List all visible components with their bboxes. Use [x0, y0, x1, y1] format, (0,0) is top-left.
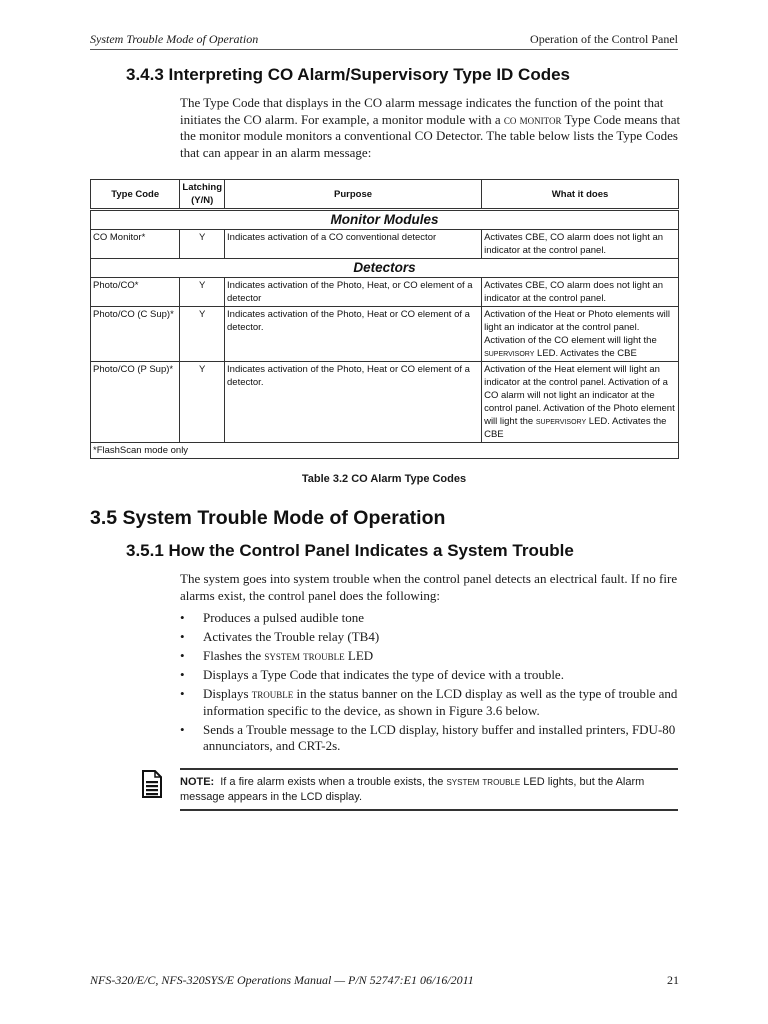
cell-what-it-does: Activates CBE, CO alarm does not light an indicator at the control panel. — [482, 230, 679, 259]
list-item: • Displays a Type Code that indicates the type of device with a trouble. — [180, 667, 564, 682]
bullet: • — [180, 610, 185, 625]
list-item: • Displays trouble in the status banner on the LCD display as well as the type of trouble and information specific to the device, as shown in Figure 3.6 below. — [180, 686, 678, 718]
bullet: • — [180, 667, 185, 682]
heading-3-4-3: 3.4.3 Interpreting CO Alarm/Supervisory Type ID Codes — [126, 65, 571, 84]
table-header-row — [91, 180, 679, 210]
bullet: • — [180, 629, 185, 644]
co-alarm-type-codes-table — [90, 179, 679, 459]
bullet: • — [180, 686, 185, 701]
page-number: 21 — [667, 973, 679, 987]
section-detectors: Detectors — [91, 259, 679, 278]
list-item: • Flashes the system trouble LED — [180, 648, 374, 663]
list-item: • Activates the Trouble relay (TB4) — [180, 629, 380, 644]
paragraph-type-code-intro: The Type Code that displays in the CO alarm message indicates the function of the point that initiates the CO alarm. For example, a monitor module with a co monitor Type Code means that the monitor module monitors a conventional CO Detector. The table below lists the Type Codes that can appear in an alarm message: — [180, 95, 681, 160]
table-footnote: *FlashScan mode only — [91, 443, 679, 459]
col-header-latching: Latching (Y/N) — [180, 180, 225, 210]
cell-purpose: Indicates activation of the Photo, Heat or CO element of a detector. — [225, 307, 482, 362]
col-header-what-it-does: What it does — [482, 180, 679, 210]
footer-manual-title: NFS-320/E/C, NFS-320SYS/E Operations Manual — P/N 52747:E1 06/16/2011 — [90, 973, 474, 987]
section-monitor-modules: Monitor Modules — [91, 210, 679, 230]
cell-what-it-does: Activates CBE, CO alarm does not light an indicator at the control panel. — [482, 278, 679, 307]
running-header — [90, 31, 678, 50]
table-caption: Table 3.2 CO Alarm Type Codes — [301, 473, 467, 485]
bullet: • — [180, 648, 185, 663]
bullet: • — [180, 721, 185, 737]
cell-purpose: Indicates activation of a CO conventional detector — [225, 230, 482, 259]
cell-type-code: CO Monitor* — [91, 230, 180, 259]
table-section-row — [91, 210, 679, 230]
cell-type-code: Photo/CO (P Sup)* — [91, 362, 180, 443]
cell-type-code: Photo/CO* — [91, 278, 180, 307]
trouble-actions-list — [180, 610, 680, 757]
cell-purpose: Indicates activation of the Photo, Heat or CO element of a detector. — [225, 362, 482, 443]
table-row — [91, 278, 679, 307]
table-row — [91, 362, 679, 443]
header-chapter-title: Operation of the Control Panel — [530, 32, 678, 46]
header-section-title: System Trouble Mode of Operation — [90, 32, 259, 46]
cell-latching: Y — [180, 278, 225, 307]
note-box — [180, 768, 678, 811]
cell-what-it-does: Activation of the Heat or Photo elements will light an indicator at the control panel. Activation of the CO element will light the supervisory LED. Activates the CBE — [482, 307, 679, 362]
heading-3-5: 3.5 System Trouble Mode of Operation — [90, 507, 446, 529]
table-footnote-row — [91, 443, 679, 459]
col-header-type-code: Type Code — [91, 180, 180, 210]
note-text: If a fire alarm exists when a trouble exists, the system trouble LED lights, but the Alarm message appears in the LCD display. — [180, 776, 645, 803]
list-item: • Produces a pulsed audible tone — [180, 610, 365, 625]
cell-latching: Y — [180, 362, 225, 443]
cell-latching: Y — [180, 307, 225, 362]
cell-purpose: Indicates activation of the Photo, Heat, or CO element of a detector — [225, 278, 482, 307]
cell-type-code: Photo/CO (C Sup)* — [91, 307, 180, 362]
note-label: NOTE: — [180, 776, 215, 788]
table-section-row — [91, 259, 679, 278]
cell-latching: Y — [180, 230, 225, 259]
list-item: • Sends a Trouble message to the LCD display, history buffer and installed printers, FDU-80 annunciators, and CRT-2s. — [180, 721, 676, 753]
heading-3-5-1: 3.5.1 How the Control Panel Indicates a System Trouble — [126, 541, 574, 560]
cell-what-it-does: Activation of the Heat element will light an indicator at the control panel. Activation of a CO alarm will not light an indicator at the control panel. Activation of the Photo element will light the supervisory LED. Activates the CBE — [482, 362, 679, 443]
note-document-icon — [142, 770, 162, 798]
table-row — [91, 307, 679, 362]
paragraph-system-trouble-intro: The system goes into system trouble when the control panel detects an electrical fault. If no fire alarms exist, the control panel does the following: — [180, 571, 678, 603]
table-row — [91, 230, 679, 259]
col-header-purpose: Purpose — [225, 180, 482, 210]
